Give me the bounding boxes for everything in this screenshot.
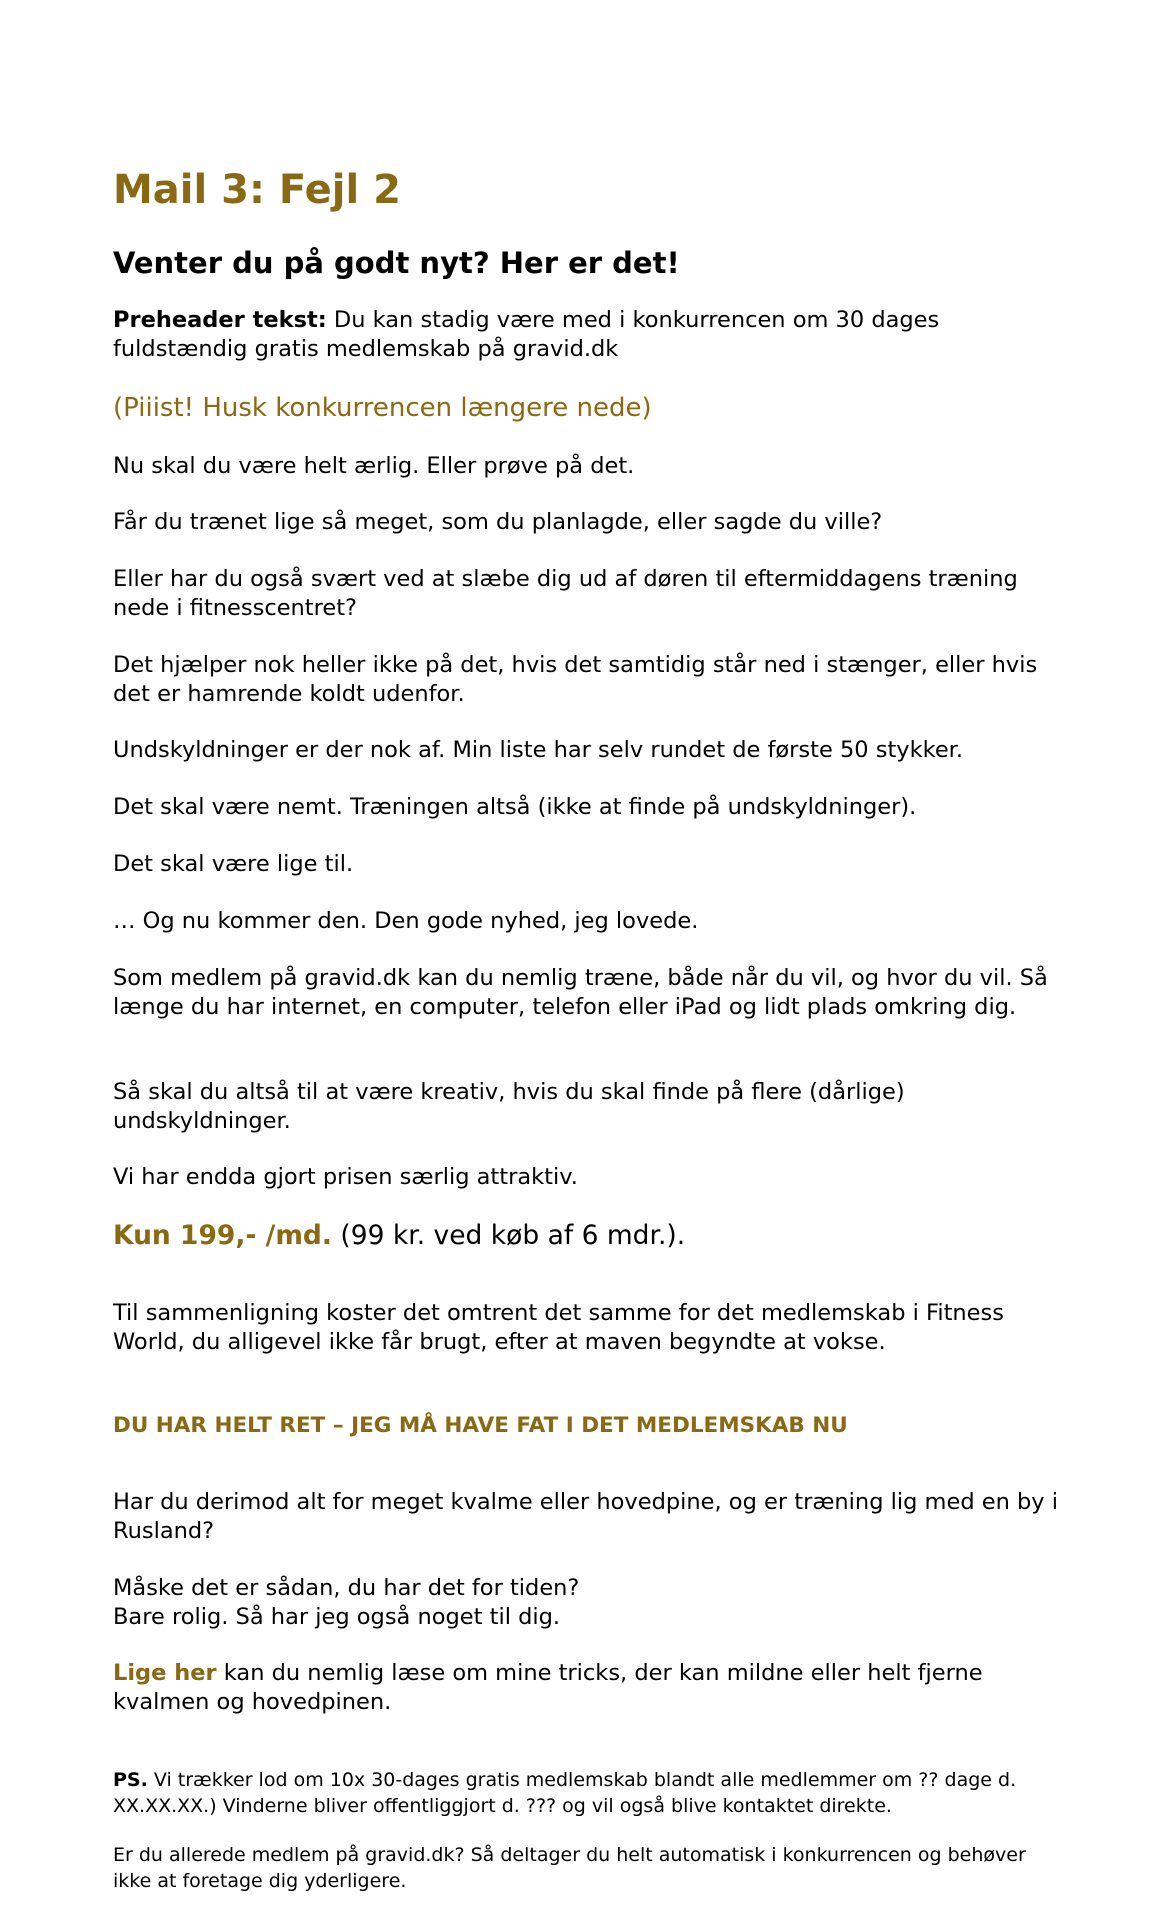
- body-paragraph-6: Det skal være nemt. Træningen altså (ikke at finde på undskyldninger).: [113, 794, 917, 820]
- ps-text: Vi trækker lod om 10x 30-dages gratis medlemskab blandt alle medlemmer om ?? dage d. XX.XX.XX.) Vinderne bliver offentliggjort d. ??? og vil også blive kontaktet direkte.: [113, 1769, 1017, 1817]
- body-paragraph-14-line-1: Måske det er sådan, du har det for tiden?: [113, 1575, 580, 1601]
- body-paragraph-1: Nu skal du være helt ærlig. Eller prøve på det.: [113, 453, 635, 479]
- ps-label: PS.: [113, 1769, 148, 1791]
- body-paragraph-7: Det skal være lige til.: [113, 851, 354, 877]
- membership-cta-link[interactable]: DU HAR HELT RET – JEG MÅ HAVE FAT I DET MEDLEMSKAB NU: [113, 1413, 848, 1438]
- body-paragraph-12: Til sammenligning koster det omtrent det samme for det medlemskab i Fitness World, du alligevel ikke får brugt, efter at maven begyndte at vokse.: [113, 1300, 1004, 1355]
- body-paragraph-8: … Og nu kommer den. Den gode nyhed, jeg lovede.: [113, 908, 699, 934]
- price-highlight: Kun 199,- /md.: [113, 1220, 332, 1251]
- body-paragraph-9: Som medlem på gravid.dk kan du nemlig træne, både når du vil, og hvor du vil. Så længe du har internet, en computer, telefon eller iPad og lidt plads omkring dig.: [113, 965, 1048, 1020]
- body-paragraph-15-text: kan du nemlig læse om mine tricks, der kan mildne eller helt fjerne kvalmen og hovedpinen.: [113, 1660, 983, 1715]
- body-paragraph-11: Vi har endda gjort prisen særlig attraktiv.: [113, 1164, 578, 1190]
- price-line: [113, 1219, 1063, 1253]
- preheader-paragraph: [113, 306, 1063, 363]
- body-paragraph-10: Så skal du altså til at være kreativ, hvis du skal finde på flere (dårlige) undskyldninger.: [113, 1079, 905, 1134]
- preheader-label: Preheader tekst:: [113, 307, 327, 333]
- price-detail: (99 kr. ved køb af 6 mdr.).: [340, 1220, 686, 1251]
- ps-paragraph: [113, 1767, 1063, 1819]
- page-title: Mail 3: Fejl 2: [113, 167, 401, 213]
- ps-followup: Er du allerede medlem på gravid.dk? Så deltager du helt automatisk i konkurrencen og behøver ikke at foretage dig yderligere.: [113, 1844, 1026, 1892]
- tips-link[interactable]: Lige her: [113, 1660, 217, 1686]
- body-paragraph-13: Har du derimod alt for meget kvalme eller hovedpine, og er træning lig med en by i Rusland?: [113, 1489, 1059, 1544]
- body-paragraph-3: Eller har du også svært ved at slæbe dig ud af døren til eftermiddagens træning nede i fitnesscentret?: [113, 566, 1018, 621]
- body-paragraph-14-line-2: Bare rolig. Så har jeg også noget til dig.: [113, 1603, 561, 1630]
- body-paragraph-4: Det hjælper nok heller ikke på det, hvis det samtidig står ned i stænger, eller hvis det er hamrende koldt udenfor.: [113, 652, 1038, 707]
- body-paragraph-14: [113, 1574, 1063, 1631]
- body-paragraph-15: [113, 1659, 1063, 1716]
- preheader-text: Du kan stadig være med i konkurrencen om 30 dages fuldstændig gratis medlemskab på gravid.dk: [113, 307, 940, 362]
- contest-reminder: (Piiist! Husk konkurrencen længere nede): [113, 393, 652, 423]
- email-subject: Venter du på godt nyt? Her er det!: [113, 246, 680, 280]
- body-paragraph-5: Undskyldninger er der nok af. Min liste har selv rundet de første 50 stykker.: [113, 737, 964, 763]
- body-paragraph-2: Får du trænet lige så meget, som du planlagde, eller sagde du ville?: [113, 509, 883, 535]
